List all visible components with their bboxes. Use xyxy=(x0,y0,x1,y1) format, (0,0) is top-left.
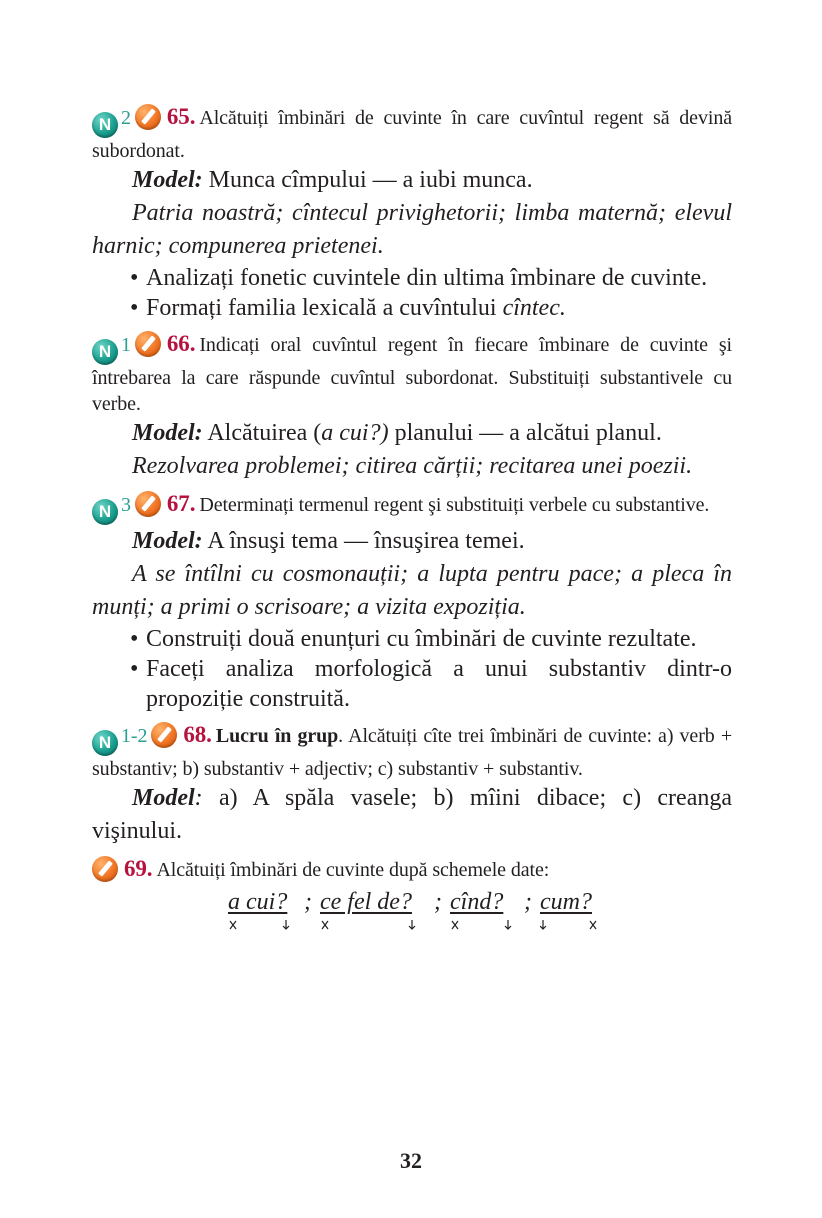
task-list xyxy=(92,263,732,323)
scheme-question: a cui? xyxy=(228,889,288,915)
pencil-circle-icon xyxy=(151,722,177,748)
exercise-header xyxy=(92,722,732,782)
model-colon: : xyxy=(194,785,203,811)
model-text: Munca cîmpului — a iubi munca. xyxy=(202,167,533,193)
examples-text: Rezolvarea problemei; citirea cărții; recitarea unei poezii. xyxy=(132,453,693,479)
scheme-separator: ; xyxy=(304,889,312,915)
exercise-65 xyxy=(92,104,732,323)
examples-text: Patria noastră; cîntecul privighetorii; limba maternă; elevul harnic; compunerea prietenei. xyxy=(92,200,732,259)
task-item-text: Formați familia lexicală a cuvîntului xyxy=(146,295,503,321)
group-work-label: Lucru în grup xyxy=(215,725,339,747)
model-line xyxy=(92,782,732,848)
exercise-header xyxy=(92,331,732,417)
scheme-item xyxy=(320,889,412,916)
task-item-italic: cîntec. xyxy=(502,295,566,321)
exercise-header xyxy=(92,856,732,883)
exercise-67 xyxy=(92,491,732,714)
pencil-circle-icon xyxy=(135,491,161,517)
difficulty-level: 2 xyxy=(121,107,131,129)
exercise-number: 69. xyxy=(124,856,153,881)
exercise-66 xyxy=(92,331,732,483)
scheme-arrows xyxy=(540,919,600,931)
difficulty-level: 1-2 xyxy=(121,725,148,747)
model-label: Model xyxy=(132,785,195,811)
scheme-separator: ; xyxy=(524,889,532,915)
model-label: Model: xyxy=(132,420,203,446)
scheme-item xyxy=(540,889,592,916)
model-question: a cui?) xyxy=(321,420,389,446)
n-circle-icon: N xyxy=(92,499,118,525)
model-text: Alcătuirea ( xyxy=(202,420,322,446)
scheme-separator: ; xyxy=(434,889,442,915)
model-line xyxy=(92,417,732,450)
scheme-arrows xyxy=(228,919,290,931)
exercise-instruction: . Alcătuiți cîte trei îmbinări de cuvinte: a) verb + substantiv; b) substantiv + adjectiv; c) substantiv + substantiv. xyxy=(92,725,732,780)
scheme-question: ce fel de? xyxy=(320,889,412,915)
exercise-number: 68. xyxy=(183,722,212,747)
exercise-instruction: Determinați termenul regent şi substituiți verbele cu substantive. xyxy=(199,494,710,516)
task-item xyxy=(130,293,732,323)
pencil-circle-icon xyxy=(135,331,161,357)
n-circle-icon: N xyxy=(92,112,118,138)
scheme-arrows xyxy=(450,919,512,931)
model-text: planului — a alcătui planul. xyxy=(388,420,662,446)
exercise-header xyxy=(92,104,732,164)
difficulty-level: 1 xyxy=(121,334,131,356)
exercise-instruction: Indicați oral cuvîntul regent în fiecare îmbinare de cuvinte şi întrebarea la care răspunde cuvîntul subordonat. Substituiți substantivele cu verbe. xyxy=(92,334,732,415)
scheme-item xyxy=(228,889,287,916)
task-item: • Analizați fonetic cuvintele din ultima îmbinare de cuvinte. xyxy=(130,263,732,293)
scheme-item xyxy=(450,889,503,916)
model-label: Model: xyxy=(132,167,203,193)
scheme-question: cum? xyxy=(540,889,592,915)
exercise-number: 65. xyxy=(166,104,196,129)
scheme-question: cînd? xyxy=(450,889,504,915)
exercise-instruction: Alcătuiți îmbinări de cuvinte după schemele date: xyxy=(156,859,550,881)
task-item: • Faceți analiza morfologică a unui substantiv dintr-o propoziție construită. xyxy=(130,654,732,714)
task-item: • Construiți două enunțuri cu îmbinări de cuvinte rezultate. xyxy=(130,624,732,654)
pencil-circle-icon xyxy=(135,104,161,130)
model-line xyxy=(92,525,732,558)
textbook-page xyxy=(92,104,732,953)
scheme-arrows xyxy=(320,919,416,931)
examples-text: A se întîlni cu cosmonauții; a lupta pentru pace; a pleca în munți; a primi o scrisoare; a vizita expoziția. xyxy=(92,561,732,620)
model-label: Model: xyxy=(132,528,203,554)
n-circle-icon: N xyxy=(92,339,118,365)
n-circle-icon: N xyxy=(92,730,118,756)
exercise-number: 66. xyxy=(166,331,196,356)
exercise-number: 67. xyxy=(166,491,196,516)
word-schemes xyxy=(92,889,732,945)
model-text: A însuşi tema — însuşirea temei. xyxy=(202,528,525,554)
model-line xyxy=(92,164,732,197)
pencil-circle-icon xyxy=(92,856,118,882)
exercise-69 xyxy=(92,856,732,945)
exercise-instruction: Alcătuiți îmbinări de cuvinte în care cuvîntul regent să devină subordonat. xyxy=(92,107,732,162)
task-list xyxy=(92,624,732,714)
difficulty-level: 3 xyxy=(121,494,131,516)
exercise-header xyxy=(92,491,732,525)
exercise-68 xyxy=(92,722,732,848)
page-number: 32 xyxy=(400,1148,422,1173)
model-text: a) A spăla vasele; b) mîini dibace; c) creanga vişinului. xyxy=(92,785,732,844)
